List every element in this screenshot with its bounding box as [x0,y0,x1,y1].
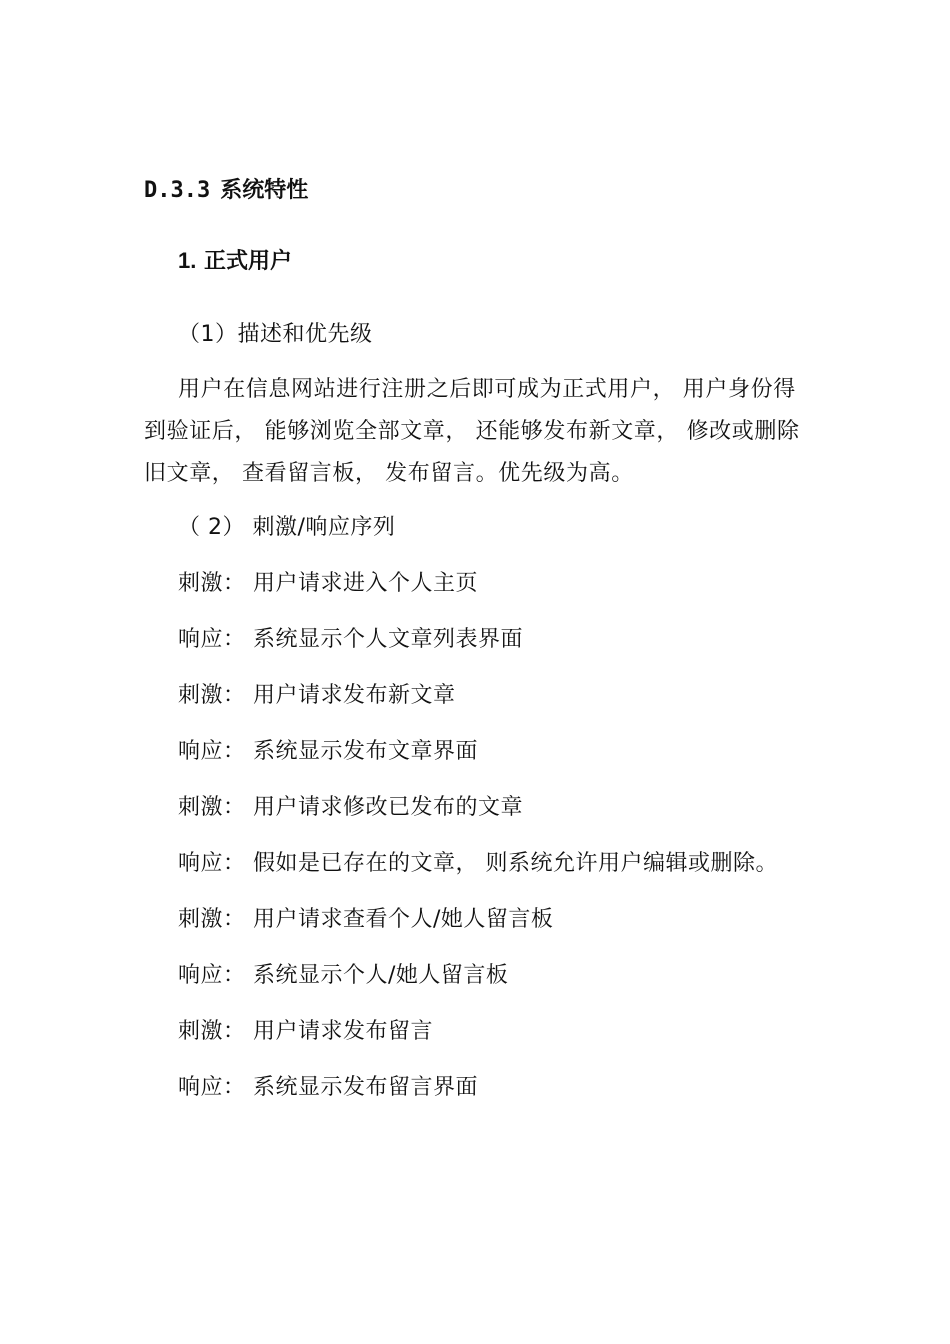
subsection-heading [178,244,292,275]
response-line: 响应： 系统显示发布留言界面 [178,1075,478,1100]
stimulus-line: 刺激： 用户请求发布新文章 [178,683,456,708]
section-code: D.3.3 [144,178,211,203]
response-line: 响应： 系统显示发布文章界面 [178,739,478,764]
stimulus-line: 刺激： 用户请求发布留言 [178,1019,433,1044]
stimulus-line: 刺激： 用户请求修改已发布的文章 [178,795,523,820]
response-line: 响应： 假如是已存在的文章， 则系统允许用户编辑或删除。 [178,851,778,876]
subsection-number: 1. [178,248,197,273]
subsection-title: 正式用户 [204,249,293,274]
stimulus-line: 刺激： 用户请求查看个人/她人留言板 [178,907,554,932]
description-paragraph: 用户在信息网站进行注册之后即可成为正式用户， 用户身份得到验证后， 能够浏览全部文章， 还能够发布新文章， 修改或删除旧文章， 查看留言板， 发布留言。优先级为高。 [144,377,800,486]
stimulus-line: 刺激： 用户请求进入个人主页 [178,571,478,596]
item1-title: （1）描述和优先级 [178,322,373,347]
response-line: 响应： 系统显示个人文章列表界面 [178,627,523,652]
section-title: 系统特性 [220,178,309,203]
item2-title: （ 2） 刺激/响应序列 [178,515,396,540]
response-line: 响应： 系统显示个人/她人留言板 [178,963,509,988]
section-heading [144,173,308,204]
